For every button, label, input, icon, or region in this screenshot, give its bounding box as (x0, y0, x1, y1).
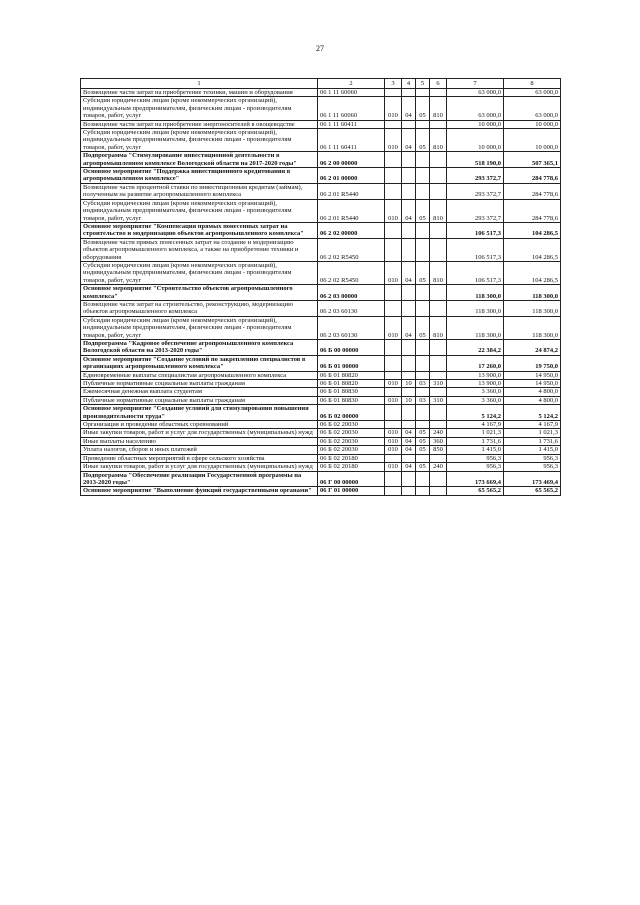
target-article-code-cell: 06 Б 01 80830 (318, 388, 385, 396)
row-name-cell: Иные выплаты населению (81, 437, 318, 445)
ministry-code-cell: 010 (385, 316, 402, 339)
row-name-cell: Основное мероприятие "Строительство объектов агропромышленного комплекса" (81, 285, 318, 301)
amount-year2-cell: 14 950,0 (504, 380, 561, 388)
page-number: 27 (316, 44, 324, 53)
table-row (81, 168, 561, 184)
amount-year2-cell: 507 365,1 (504, 152, 561, 168)
amount-year1-cell: 17 260,0 (447, 355, 504, 371)
row-name-cell: Субсидии юридическим лицам (кроме некоммерческих организаций), индивидуальным предпринимателям, физическим лицам - производителям товаров, работ, услуг (81, 129, 318, 152)
target-article-code-cell: 06 Б 02 00000 (318, 405, 385, 421)
row-name-cell: Иные закупки товаров, работ и услуг для государственных (муниципальных) нужд (81, 463, 318, 471)
expense-type-code-cell (430, 355, 447, 371)
amount-year2-cell: 4 800,0 (504, 396, 561, 404)
ministry-code-cell: 010 (385, 396, 402, 404)
target-article-code-cell: 06 Б 01 80820 (318, 380, 385, 388)
amount-year2-cell: 63 000,0 (504, 89, 561, 97)
ministry-code-cell: 010 (385, 463, 402, 471)
section-code-cell (402, 454, 416, 462)
row-name-cell: Подпрограмма "Кадровое обеспечение агропромышленного комплекса Вологодской области на 2013-2020 годы" (81, 340, 318, 356)
expense-type-code-cell (430, 183, 447, 199)
expense-type-code-cell: 810 (430, 97, 447, 120)
table-row (81, 371, 561, 379)
table-row (81, 120, 561, 128)
section-code-cell: 04 (402, 446, 416, 454)
section-code-cell: 04 (402, 129, 416, 152)
subsection-code-cell (416, 238, 430, 261)
subsection-code-cell (416, 487, 430, 495)
amount-year1-cell: 118 300,0 (447, 285, 504, 301)
subsection-code-cell (416, 89, 430, 97)
table-row (81, 421, 561, 429)
table-row (81, 238, 561, 261)
amount-year2-cell: 1 415,0 (504, 446, 561, 454)
amount-year2-cell: 956,3 (504, 463, 561, 471)
row-name-cell: Основное мероприятие "Создание условий для стимулирования повышения производительности труда" (81, 405, 318, 421)
target-article-code-cell: 06 2 01 R5440 (318, 183, 385, 199)
subsection-code-cell (416, 421, 430, 429)
section-code-cell (402, 340, 416, 356)
target-article-code-cell: 06 2 01 00000 (318, 168, 385, 184)
ministry-code-cell (385, 371, 402, 379)
amount-year2-cell: 5 124,2 (504, 405, 561, 421)
amount-year2-cell: 4 800,0 (504, 388, 561, 396)
amount-year2-cell: 19 750,0 (504, 355, 561, 371)
expense-type-code-cell (430, 152, 447, 168)
table-row (81, 487, 561, 495)
expense-type-code-cell (430, 388, 447, 396)
ministry-code-cell (385, 454, 402, 462)
expense-type-code-cell: 360 (430, 437, 447, 445)
table-row (81, 340, 561, 356)
target-article-code-cell: 06 Г 01 00000 (318, 487, 385, 495)
target-article-code-cell: 06 Б 02 20030 (318, 429, 385, 437)
subsection-code-cell (416, 471, 430, 487)
section-code-cell: 04 (402, 437, 416, 445)
ministry-code-cell (385, 238, 402, 261)
subsection-code-cell: 05 (416, 437, 430, 445)
amount-year1-cell: 13 900,0 (447, 380, 504, 388)
row-name-cell: Субсидии юридическим лицам (кроме некоммерческих организаций), индивидуальным предпринимателям, физическим лицам - производителям товаров, работ, услуг (81, 199, 318, 222)
table-row (81, 222, 561, 238)
amount-year2-cell: 118 300,0 (504, 300, 561, 316)
ministry-code-cell (385, 285, 402, 301)
subsection-code-cell (416, 183, 430, 199)
subsection-code-cell (416, 371, 430, 379)
expense-type-code-cell (430, 300, 447, 316)
target-article-code-cell: 06 Г 00 00000 (318, 471, 385, 487)
amount-year1-cell: 5 124,2 (447, 405, 504, 421)
ministry-code-cell (385, 222, 402, 238)
ministry-code-cell: 010 (385, 429, 402, 437)
subsection-code-cell: 05 (416, 446, 430, 454)
amount-year2-cell: 1 731,6 (504, 437, 561, 445)
target-article-code-cell: 06 2 02 00000 (318, 222, 385, 238)
subsection-code-cell: 05 (416, 129, 430, 152)
target-article-code-cell: 06 2 01 R5440 (318, 199, 385, 222)
column-header: 2 (318, 79, 385, 89)
section-code-cell: 10 (402, 396, 416, 404)
section-code-cell (402, 152, 416, 168)
amount-year1-cell: 1 731,6 (447, 437, 504, 445)
section-code-cell: 04 (402, 199, 416, 222)
amount-year2-cell: 284 778,6 (504, 183, 561, 199)
amount-year1-cell: 106 517,3 (447, 261, 504, 284)
amount-year1-cell: 10 000,0 (447, 129, 504, 152)
section-code-cell (402, 371, 416, 379)
amount-year2-cell: 104 286,5 (504, 261, 561, 284)
subsection-code-cell: 05 (416, 429, 430, 437)
ministry-code-cell (385, 405, 402, 421)
expense-type-code-cell: 850 (430, 446, 447, 454)
amount-year1-cell: 956,3 (447, 463, 504, 471)
column-header: 6 (430, 79, 447, 89)
target-article-code-cell: 06 Б 02 20030 (318, 446, 385, 454)
row-name-cell: Возмещение части прямых понесенных затрат на создание и модернизацию объектов агропромышленного комплекса, а также на приобретение техники и оборудования (81, 238, 318, 261)
subsection-code-cell (416, 120, 430, 128)
section-code-cell (402, 238, 416, 261)
section-code-cell (402, 285, 416, 301)
subsection-code-cell (416, 405, 430, 421)
subsection-code-cell (416, 340, 430, 356)
table-row (81, 300, 561, 316)
table-row (81, 396, 561, 404)
section-code-cell (402, 168, 416, 184)
amount-year2-cell: 284 778,6 (504, 168, 561, 184)
subsection-code-cell: 03 (416, 396, 430, 404)
ministry-code-cell: 010 (385, 261, 402, 284)
table-row (81, 454, 561, 462)
row-name-cell: Субсидии юридическим лицам (кроме некоммерческих организаций), индивидуальным предпринимателям, физическим лицам - производителям товаров, работ, услуг (81, 97, 318, 120)
target-article-code-cell: 06 2 03 60130 (318, 316, 385, 339)
amount-year1-cell: 293 372,7 (447, 168, 504, 184)
subsection-code-cell (416, 454, 430, 462)
section-code-cell (402, 471, 416, 487)
target-article-code-cell: 06 1 11 60060 (318, 89, 385, 97)
amount-year2-cell: 63 000,0 (504, 97, 561, 120)
ministry-code-cell (385, 183, 402, 199)
target-article-code-cell: 06 Б 01 00000 (318, 355, 385, 371)
target-article-code-cell: 06 Б 01 80830 (318, 396, 385, 404)
table-row (81, 380, 561, 388)
column-header: 1 (81, 79, 318, 89)
ministry-code-cell (385, 120, 402, 128)
expense-type-code-cell: 310 (430, 396, 447, 404)
target-article-code-cell: 06 2 02 R5450 (318, 261, 385, 284)
table-row (81, 446, 561, 454)
amount-year2-cell: 10 000,0 (504, 120, 561, 128)
row-name-cell: Основное мероприятие "Создание условий по закреплению специалистов в организациях агропромышленного комплекса" (81, 355, 318, 371)
row-name-cell: Иные закупки товаров, работ и услуг для государственных (муниципальных) нужд (81, 429, 318, 437)
table-row (81, 285, 561, 301)
ministry-code-cell (385, 355, 402, 371)
amount-year1-cell: 118 300,0 (447, 300, 504, 316)
target-article-code-cell: 06 2 03 00000 (318, 285, 385, 301)
subsection-code-cell: 05 (416, 97, 430, 120)
row-name-cell: Возмещение части затрат на приобретение техники, машин и оборудования (81, 89, 318, 97)
table-row (81, 89, 561, 97)
amount-year2-cell: 1 021,3 (504, 429, 561, 437)
amount-year2-cell: 118 300,0 (504, 316, 561, 339)
amount-year1-cell: 173 669,4 (447, 471, 504, 487)
subsection-code-cell: 03 (416, 380, 430, 388)
subsection-code-cell (416, 222, 430, 238)
target-article-code-cell: 06 Б 02 20180 (318, 454, 385, 462)
amount-year1-cell: 1 021,3 (447, 429, 504, 437)
subsection-code-cell (416, 300, 430, 316)
amount-year2-cell: 65 565,2 (504, 487, 561, 495)
expense-type-code-cell (430, 405, 447, 421)
amount-year1-cell: 3 360,0 (447, 388, 504, 396)
row-name-cell: Подпрограмма "Стимулирование инвестиционной деятельности в агропромышленном комплексе Вологодской области на 2017-2020 годы" (81, 152, 318, 168)
table-row (81, 471, 561, 487)
section-code-cell (402, 183, 416, 199)
row-name-cell: Основное мероприятие "Выполнение функций государственными органами" (81, 487, 318, 495)
target-article-code-cell: 06 2 00 00000 (318, 152, 385, 168)
amount-year1-cell: 118 300,0 (447, 316, 504, 339)
amount-year2-cell: 284 778,6 (504, 199, 561, 222)
expense-type-code-cell: 240 (430, 429, 447, 437)
section-code-cell: 04 (402, 463, 416, 471)
table-row (81, 429, 561, 437)
section-code-cell: 10 (402, 380, 416, 388)
column-number-header-row (81, 79, 561, 89)
amount-year1-cell: 65 565,2 (447, 487, 504, 495)
target-article-code-cell: 06 1 11 60411 (318, 120, 385, 128)
target-article-code-cell: 06 Б 00 00000 (318, 340, 385, 356)
ministry-code-cell (385, 388, 402, 396)
ministry-code-cell: 010 (385, 446, 402, 454)
amount-year2-cell: 118 300,0 (504, 285, 561, 301)
section-code-cell: 04 (402, 261, 416, 284)
ministry-code-cell: 010 (385, 97, 402, 120)
amount-year2-cell: 104 286,5 (504, 222, 561, 238)
section-code-cell (402, 388, 416, 396)
section-code-cell: 04 (402, 97, 416, 120)
expense-type-code-cell (430, 120, 447, 128)
table-row (81, 388, 561, 396)
amount-year1-cell: 4 167,9 (447, 421, 504, 429)
target-article-code-cell: 06 Б 01 80820 (318, 371, 385, 379)
expense-type-code-cell (430, 285, 447, 301)
ministry-code-cell: 010 (385, 129, 402, 152)
section-code-cell (402, 300, 416, 316)
expense-type-code-cell (430, 168, 447, 184)
column-header: 5 (416, 79, 430, 89)
amount-year2-cell: 4 167,9 (504, 421, 561, 429)
expense-type-code-cell (430, 371, 447, 379)
section-code-cell (402, 405, 416, 421)
budget-table (80, 78, 561, 496)
table-row (81, 97, 561, 120)
row-name-cell: Публичные нормативные социальные выплаты гражданам (81, 396, 318, 404)
row-name-cell: Возмещение части процентной ставки по инвестиционным кредитам (займам), полученным на развитие агропромышленного комплекса (81, 183, 318, 199)
target-article-code-cell: 06 1 11 60411 (318, 129, 385, 152)
ministry-code-cell (385, 421, 402, 429)
table-row (81, 199, 561, 222)
ministry-code-cell: 010 (385, 380, 402, 388)
target-article-code-cell: 06 1 11 60060 (318, 97, 385, 120)
ministry-code-cell (385, 89, 402, 97)
table-row (81, 152, 561, 168)
ministry-code-cell: 010 (385, 437, 402, 445)
amount-year2-cell: 173 469,4 (504, 471, 561, 487)
section-code-cell (402, 89, 416, 97)
amount-year1-cell: 293 372,7 (447, 183, 504, 199)
subsection-code-cell: 05 (416, 463, 430, 471)
column-header: 8 (504, 79, 561, 89)
row-name-cell: Основное мероприятие "Поддержка инвестиционного кредитования в агропромышленном комплексе" (81, 168, 318, 184)
ministry-code-cell (385, 300, 402, 316)
section-code-cell: 04 (402, 316, 416, 339)
subsection-code-cell (416, 355, 430, 371)
row-name-cell: Возмещение части затрат на приобретение энергоносителей в овощеводстве (81, 120, 318, 128)
subsection-code-cell (416, 388, 430, 396)
amount-year1-cell: 293 372,7 (447, 199, 504, 222)
row-name-cell: Единовременные выплаты специалистам агропромышленного комплекса (81, 371, 318, 379)
amount-year1-cell: 63 000,0 (447, 97, 504, 120)
table-row (81, 405, 561, 421)
column-header: 3 (385, 79, 402, 89)
expense-type-code-cell (430, 238, 447, 261)
amount-year1-cell: 956,3 (447, 454, 504, 462)
amount-year1-cell: 10 000,0 (447, 120, 504, 128)
row-name-cell: Возмещение части затрат на строительство, реконструкцию, модернизацию объектов агропромышленного комплекса (81, 300, 318, 316)
table-row (81, 437, 561, 445)
ministry-code-cell (385, 487, 402, 495)
subsection-code-cell (416, 152, 430, 168)
section-code-cell: 04 (402, 429, 416, 437)
amount-year1-cell: 22 384,2 (447, 340, 504, 356)
amount-year2-cell: 24 874,2 (504, 340, 561, 356)
subsection-code-cell: 05 (416, 316, 430, 339)
table-row (81, 261, 561, 284)
expense-type-code-cell (430, 340, 447, 356)
expense-type-code-cell (430, 421, 447, 429)
row-name-cell: Субсидии юридическим лицам (кроме некоммерческих организаций), индивидуальным предпринимателям, физическим лицам - производителям товаров, работ, услуг (81, 261, 318, 284)
ministry-code-cell (385, 471, 402, 487)
amount-year1-cell: 3 360,0 (447, 396, 504, 404)
table-row (81, 463, 561, 471)
table-row (81, 129, 561, 152)
subsection-code-cell (416, 168, 430, 184)
expense-type-code-cell: 310 (430, 380, 447, 388)
amount-year2-cell: 14 950,0 (504, 371, 561, 379)
section-code-cell (402, 355, 416, 371)
amount-year2-cell: 956,3 (504, 454, 561, 462)
expense-type-code-cell (430, 454, 447, 462)
row-name-cell: Основное мероприятие "Компенсация прямых понесенных затрат на строительство и модернизацию объектов агропромышленного комплекса" (81, 222, 318, 238)
amount-year1-cell: 518 190,0 (447, 152, 504, 168)
table-row (81, 316, 561, 339)
ministry-code-cell (385, 340, 402, 356)
subsection-code-cell (416, 285, 430, 301)
expense-type-code-cell (430, 222, 447, 238)
subsection-code-cell: 05 (416, 261, 430, 284)
section-code-cell (402, 222, 416, 238)
amount-year1-cell: 106 517,3 (447, 222, 504, 238)
column-header: 7 (447, 79, 504, 89)
ministry-code-cell (385, 168, 402, 184)
amount-year1-cell: 13 900,0 (447, 371, 504, 379)
expense-type-code-cell (430, 89, 447, 97)
row-name-cell: Подпрограмма "Обеспечение реализации Государственной программы на 2013-2020 годы" (81, 471, 318, 487)
row-name-cell: Уплата налогов, сборов и иных платежей (81, 446, 318, 454)
expense-type-code-cell: 810 (430, 199, 447, 222)
expense-type-code-cell (430, 487, 447, 495)
row-name-cell: Ежемесячная денежная выплата студентам (81, 388, 318, 396)
amount-year1-cell: 63 000,0 (447, 89, 504, 97)
section-code-cell (402, 120, 416, 128)
expense-type-code-cell: 810 (430, 261, 447, 284)
section-code-cell (402, 421, 416, 429)
amount-year2-cell: 10 000,0 (504, 129, 561, 152)
row-name-cell: Проведение областных мероприятий в сфере сельского хозяйства (81, 454, 318, 462)
row-name-cell: Публичные нормативные социальные выплаты гражданам (81, 380, 318, 388)
table-row (81, 183, 561, 199)
expense-type-code-cell: 240 (430, 463, 447, 471)
target-article-code-cell: 06 Б 02 20180 (318, 463, 385, 471)
ministry-code-cell (385, 152, 402, 168)
subsection-code-cell: 05 (416, 199, 430, 222)
amount-year1-cell: 106 517,3 (447, 238, 504, 261)
row-name-cell: Организация и проведение областных соревнований (81, 421, 318, 429)
target-article-code-cell: 06 Б 02 20030 (318, 437, 385, 445)
table-row (81, 355, 561, 371)
expense-type-code-cell (430, 471, 447, 487)
ministry-code-cell: 010 (385, 199, 402, 222)
expense-type-code-cell: 810 (430, 129, 447, 152)
amount-year1-cell: 1 415,0 (447, 446, 504, 454)
target-article-code-cell: 06 Б 02 20030 (318, 421, 385, 429)
target-article-code-cell: 06 2 02 R5450 (318, 238, 385, 261)
amount-year2-cell: 104 286,5 (504, 238, 561, 261)
target-article-code-cell: 06 2 03 60130 (318, 300, 385, 316)
column-header: 4 (402, 79, 416, 89)
section-code-cell (402, 487, 416, 495)
expense-type-code-cell: 810 (430, 316, 447, 339)
row-name-cell: Субсидии юридическим лицам (кроме некоммерческих организаций), индивидуальным предпринимателям, физическим лицам - производителям товаров, работ, услуг (81, 316, 318, 339)
